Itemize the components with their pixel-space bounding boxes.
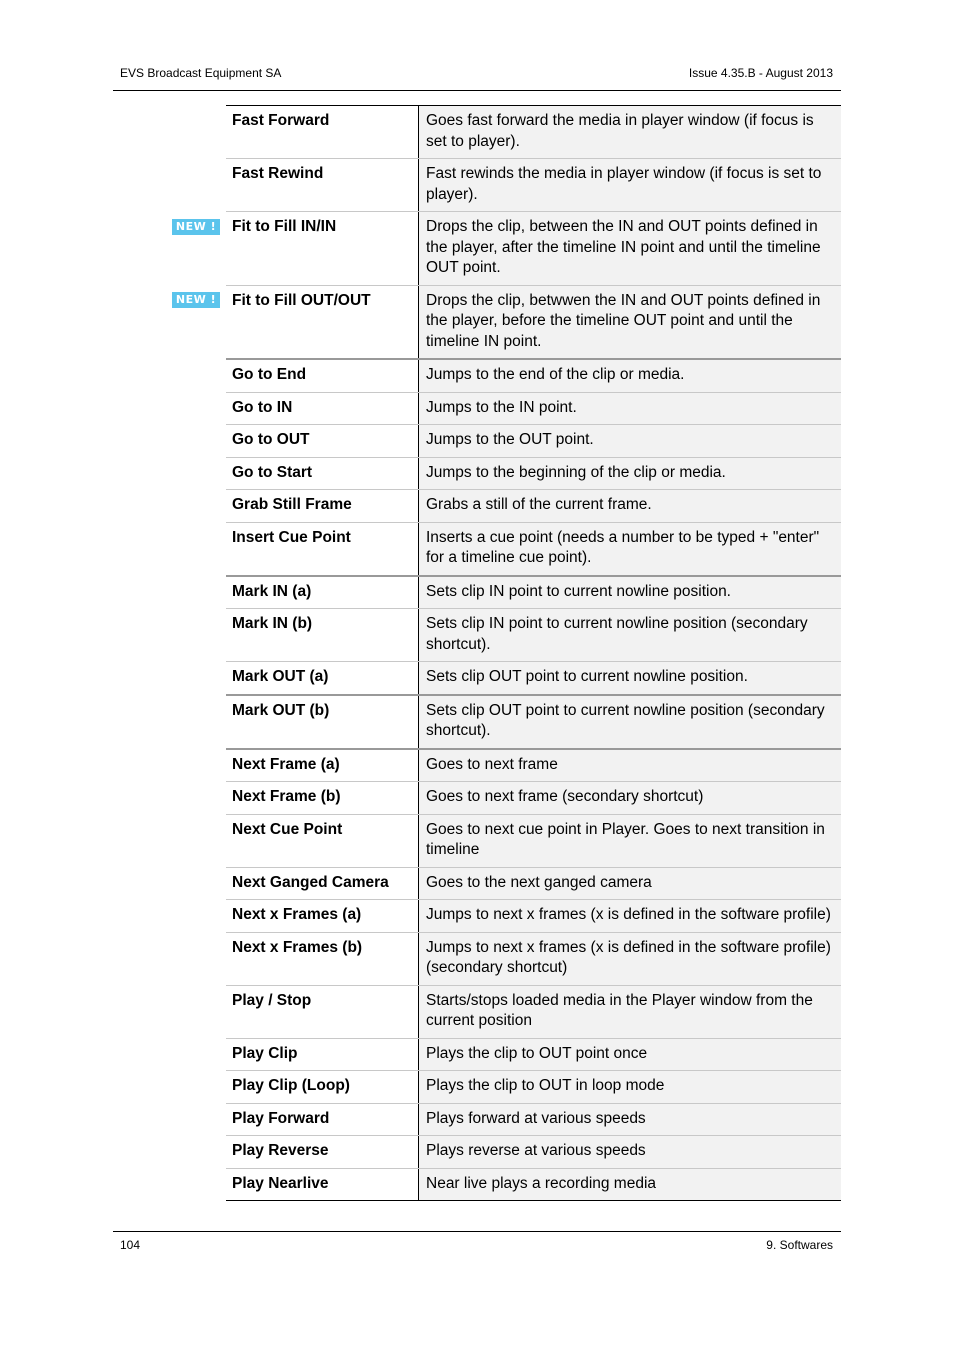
table-row	[226, 749, 841, 782]
footer-section: 9. Softwares	[766, 1238, 833, 1252]
table-row	[226, 932, 841, 985]
command-name: Go to OUT	[226, 425, 419, 458]
command-description: Fast rewinds the media in player window (if focus is set to player).	[419, 159, 842, 212]
command-name: Go to Start	[226, 457, 419, 490]
table-row	[226, 285, 841, 359]
table-row	[226, 1071, 841, 1104]
table-row	[226, 900, 841, 933]
command-description: Near live plays a recording media	[419, 1168, 842, 1201]
command-name: Grab Still Frame	[226, 490, 419, 523]
table-row	[226, 425, 841, 458]
command-name: Mark IN (b)	[226, 609, 419, 662]
command-name: Play Clip	[226, 1038, 419, 1071]
page-number: 104	[120, 1238, 141, 1252]
table-row	[226, 782, 841, 815]
command-name: Fit to Fill OUT/OUT	[226, 285, 419, 359]
table-row	[226, 106, 841, 159]
command-name: Next x Frames (a)	[226, 900, 419, 933]
command-name: Go to IN	[226, 392, 419, 425]
table-row	[226, 1136, 841, 1169]
command-description: Goes to the next ganged camera	[419, 867, 842, 900]
command-name: Next Ganged Camera	[226, 867, 419, 900]
header-divider	[113, 90, 841, 91]
header-issue: Issue 4.35.B - August 2013	[688, 66, 833, 80]
command-description: Plays the clip to OUT in loop mode	[419, 1071, 842, 1104]
command-description: Inserts a cue point (needs a number to be typed + "enter" for a timeline cue point).	[419, 522, 842, 576]
command-description: Jumps to the end of the clip or media.	[419, 359, 842, 392]
command-name: Insert Cue Point	[226, 522, 419, 576]
table-row	[226, 1038, 841, 1071]
table-row	[226, 609, 841, 662]
new-badge: NEW !	[172, 219, 220, 235]
command-name: Play Reverse	[226, 1136, 419, 1169]
footer-divider	[113, 1231, 841, 1232]
command-description: Drops the clip, betwwen the IN and OUT points defined in the player, before the timeline OUT point and until the timeline IN point.	[419, 285, 842, 359]
table-row	[226, 522, 841, 576]
command-name: Play Forward	[226, 1103, 419, 1136]
table-row	[226, 490, 841, 523]
command-name: Mark OUT (b)	[226, 695, 419, 749]
table-row	[226, 1103, 841, 1136]
command-description: Starts/stops loaded media in the Player window from the current position	[419, 985, 842, 1038]
command-description: Plays reverse at various speeds	[419, 1136, 842, 1169]
command-description: Goes to next frame (secondary shortcut)	[419, 782, 842, 815]
command-name: Fast Forward	[226, 106, 419, 159]
command-name: Fast Rewind	[226, 159, 419, 212]
table-row	[226, 695, 841, 749]
table-row	[226, 212, 841, 286]
command-name: Next x Frames (b)	[226, 932, 419, 985]
table-row	[226, 867, 841, 900]
command-name: Fit to Fill IN/IN	[226, 212, 419, 286]
command-name: Mark OUT (a)	[226, 662, 419, 695]
table-row	[226, 814, 841, 867]
command-description: Jumps to next x frames (x is defined in the software profile) (secondary shortcut)	[419, 932, 842, 985]
command-description: Grabs a still of the current frame.	[419, 490, 842, 523]
command-name: Play Clip (Loop)	[226, 1071, 419, 1104]
command-name: Next Frame (b)	[226, 782, 419, 815]
command-description: Jumps to the OUT point.	[419, 425, 842, 458]
command-name: Play / Stop	[226, 985, 419, 1038]
table-row	[226, 359, 841, 392]
table-row	[226, 662, 841, 695]
new-badge: NEW !	[172, 292, 220, 308]
table-row	[226, 392, 841, 425]
command-description: Plays the clip to OUT point once	[419, 1038, 842, 1071]
command-description: Sets clip OUT point to current nowline position.	[419, 662, 842, 695]
command-name: Next Cue Point	[226, 814, 419, 867]
command-description: Drops the clip, between the IN and OUT points defined in the player, after the timeline IN point and until the timeline OUT point.	[419, 212, 842, 286]
command-description: Sets clip OUT point to current nowline position (secondary shortcut).	[419, 695, 842, 749]
table-row	[226, 985, 841, 1038]
shortcut-table	[226, 105, 841, 1201]
command-description: Jumps to the IN point.	[419, 392, 842, 425]
command-description: Sets clip IN point to current nowline position.	[419, 576, 842, 609]
command-description: Goes fast forward the media in player window (if focus is set to player).	[419, 106, 842, 159]
command-description: Jumps to the beginning of the clip or media.	[419, 457, 842, 490]
table-row	[226, 1168, 841, 1201]
command-description: Jumps to next x frames (x is defined in the software profile)	[419, 900, 842, 933]
table-row	[226, 576, 841, 609]
table-row	[226, 159, 841, 212]
command-name: Play Nearlive	[226, 1168, 419, 1201]
table-row	[226, 457, 841, 490]
header-company: EVS Broadcast Equipment SA	[120, 66, 282, 80]
command-description: Plays forward at various speeds	[419, 1103, 842, 1136]
command-description: Goes to next frame	[419, 749, 842, 782]
command-name: Go to End	[226, 359, 419, 392]
command-description: Goes to next cue point in Player. Goes to next transition in timeline	[419, 814, 842, 867]
command-name: Mark IN (a)	[226, 576, 419, 609]
command-name: Next Frame (a)	[226, 749, 419, 782]
command-description: Sets clip IN point to current nowline position (secondary shortcut).	[419, 609, 842, 662]
